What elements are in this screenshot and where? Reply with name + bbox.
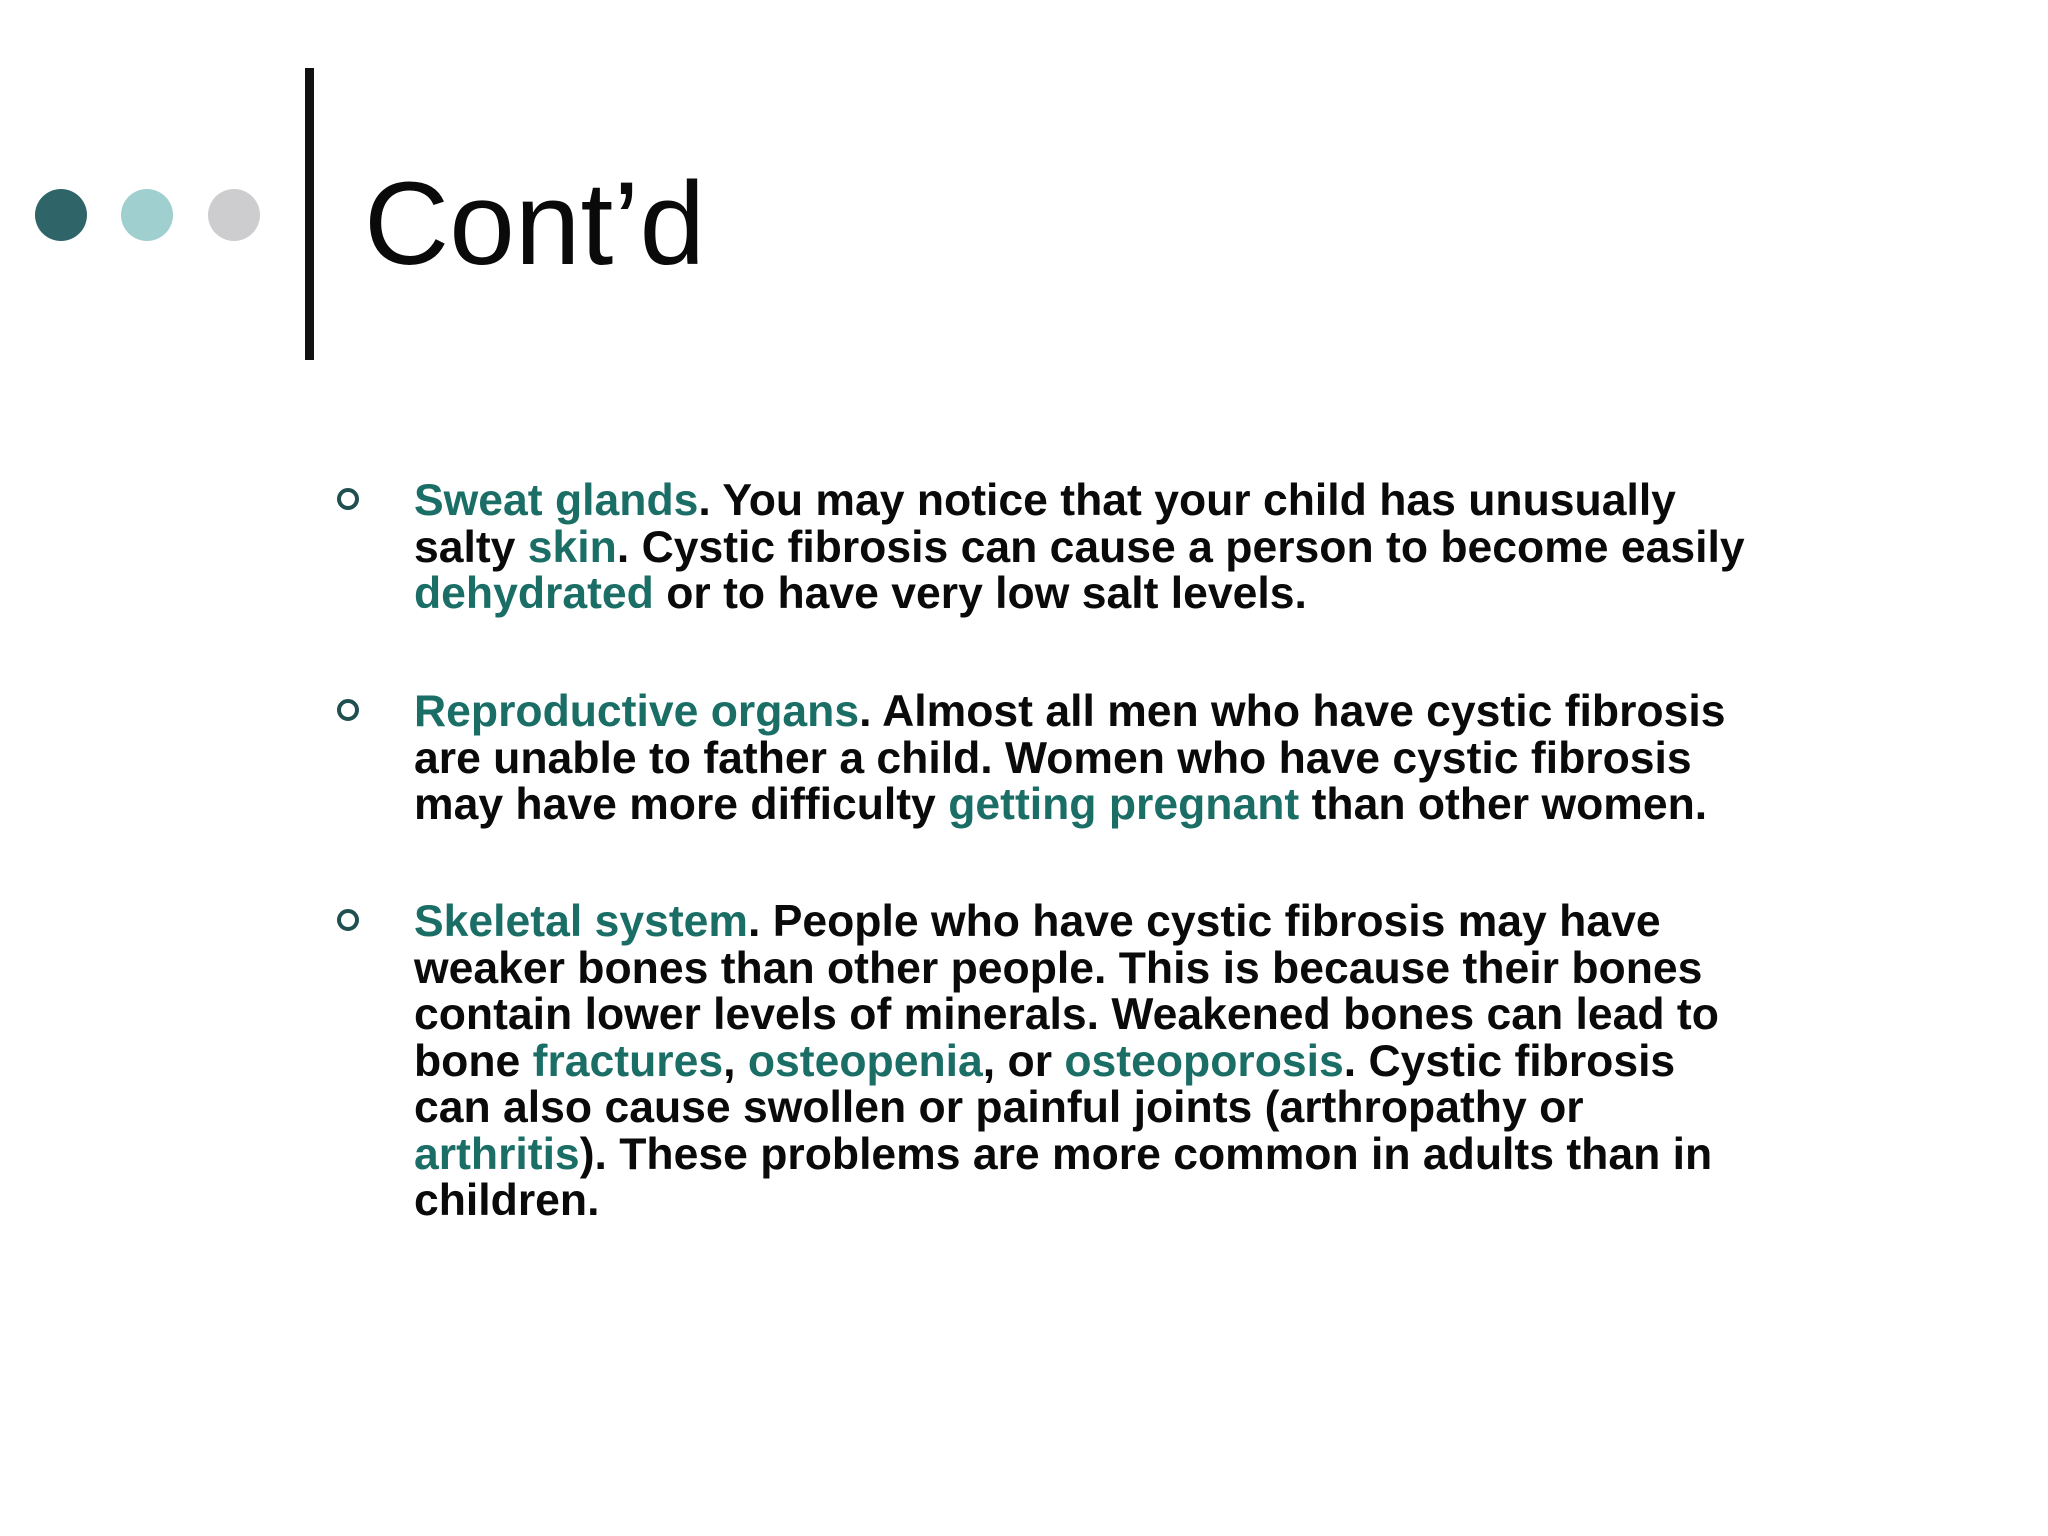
body-text: . People who have cystic fibrosis may have <box>747 897 1661 946</box>
bullet-circle-icon <box>337 909 359 931</box>
highlighted-term: getting pregnant <box>948 780 1300 829</box>
slide-title: Cont’d <box>364 158 706 290</box>
body-text: . You may notice that your child has unusually <box>698 476 1676 525</box>
title-divider <box>305 68 314 360</box>
bullet-item-reproductive-organs <box>414 689 1934 829</box>
bullet-text-line <box>414 782 1934 829</box>
highlighted-term: dehydrated <box>414 569 654 618</box>
bullet-text-line <box>414 522 1934 572</box>
highlighted-term: skin <box>527 522 617 572</box>
body-text: , <box>723 1036 748 1086</box>
bullet-text-line <box>414 899 1934 946</box>
bullet-circle-icon <box>337 488 359 510</box>
bullet-text-line <box>414 478 1934 525</box>
body-text: may have more difficulty <box>414 780 949 829</box>
decor-dot-gray <box>208 189 260 241</box>
body-text: can also cause swollen or painful joints (arthropathy or <box>414 1083 1584 1132</box>
highlighted-term: Reproductive organs <box>414 687 860 736</box>
bullet-text-line <box>414 1178 1934 1225</box>
bullet-text-line <box>414 943 1934 993</box>
body-text: than other women. <box>1299 780 1708 829</box>
body-text: bone <box>414 1036 533 1086</box>
body-text: salty <box>414 522 528 572</box>
bullet-text-line <box>414 1129 1934 1179</box>
body-text: . Almost all men who have cystic fibrosis <box>859 687 1726 736</box>
decor-dot-light <box>121 189 173 241</box>
body-text: . Cystic fibrosis can cause a person to become easily <box>616 522 1745 572</box>
bullet-circle-icon <box>337 699 359 721</box>
bullet-text-line <box>414 1036 1934 1086</box>
body-text: , or <box>982 1036 1065 1086</box>
highlighted-term: osteopenia <box>747 1036 983 1086</box>
highlighted-term: fractures <box>532 1036 724 1086</box>
body-text: contain lower levels of minerals. Weakened bones can lead to <box>414 990 1719 1039</box>
highlighted-term: osteoporosis <box>1064 1036 1344 1086</box>
body-text: children. <box>414 1176 600 1225</box>
highlighted-term: Skeletal system <box>414 897 748 946</box>
bullet-text-line <box>414 992 1934 1039</box>
body-text: or to have very low salt levels. <box>653 569 1307 618</box>
body-text: are unable to father a child. Women who have cystic fibrosis <box>414 733 1692 783</box>
bullet-item-sweat-glands <box>414 478 1934 618</box>
bullet-item-skeletal-system <box>414 899 1934 1225</box>
highlighted-term: arthritis <box>414 1129 580 1179</box>
body-text: ). These problems are more common in adults than in <box>579 1129 1713 1179</box>
bullet-text-line <box>414 733 1934 783</box>
body-text: weaker bones than other people. This is because their bones <box>414 943 1703 993</box>
highlighted-term: Sweat glands <box>414 476 699 525</box>
bullet-text-line <box>414 689 1934 736</box>
bullet-text-line <box>414 1085 1934 1132</box>
decor-dot-dark <box>35 189 87 241</box>
bullet-text-line <box>414 571 1934 618</box>
body-text: . Cystic fibrosis <box>1343 1036 1676 1086</box>
